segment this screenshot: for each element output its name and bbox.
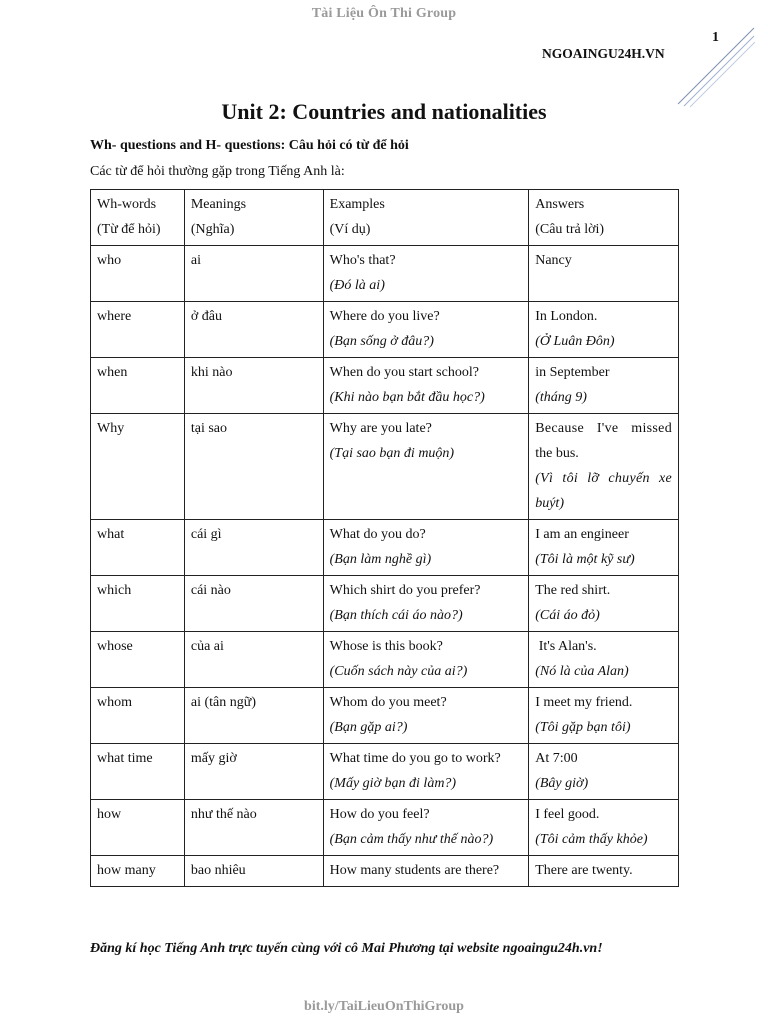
answer-text: The red shirt. [535,583,611,598]
answer-translation: (Tôi là một kỹ sư) [535,552,635,567]
page-title: Unit 2: Countries and nationalities [221,99,547,124]
meaning-cell: như thế nào [184,800,323,856]
answer-cell [529,246,679,302]
answer-cell [529,358,679,414]
answer-cell [529,688,679,744]
answer-text: in September [535,365,610,380]
wh-word-cell: how many [91,856,185,887]
example-text: How do you feel? [329,807,430,822]
answer-cell [529,302,679,358]
answer-text: At 7:00 [535,751,578,766]
site-name: NGOAINGU24H.VN [542,46,665,61]
answer-text: It's Alan's. [535,639,597,654]
example-text: Why are you late? [329,421,432,436]
example-text: Whom do you meet? [329,695,447,710]
example-translation: (Đó là ai) [329,278,385,293]
answer-text: In London. [535,309,598,324]
example-cell [323,800,529,856]
header-label: Wh-words [97,197,157,212]
meaning-cell: cái nào [184,576,323,632]
answer-translation: (tháng 9) [535,390,587,405]
header-label: Answers [535,197,585,212]
answer-translation: (Vì tôi lỡ chuyến xe [535,471,672,486]
answer-text: I meet my friend. [535,695,633,710]
table-row [91,246,679,302]
header-label-vi: (Ví dụ) [329,222,371,237]
meaning-cell: ai (tân ngữ) [184,688,323,744]
answer-translation: (Bây giờ) [535,776,589,791]
wh-word-cell: when [91,358,185,414]
wh-word-cell: whose [91,632,185,688]
meaning-cell: khi nào [184,358,323,414]
answer-text: I am an engineer [535,527,629,542]
table-row [91,688,679,744]
header-label-vi: (Câu trả lời) [535,222,605,237]
example-text: Who's that? [329,253,396,268]
wh-word-cell: whom [91,688,185,744]
answer-text: I feel good. [535,807,600,822]
answer-cell [529,632,679,688]
example-cell [323,520,529,576]
section-subtitle: Wh- questions and H- questions: Câu hỏi có từ để hỏi [90,138,409,153]
example-translation: (Tại sao bạn đi muộn) [329,446,455,461]
example-cell [323,856,529,887]
example-text: Whose is this book? [329,639,443,654]
wh-words-table [90,189,679,887]
answer-cell [529,414,679,520]
wh-word-cell: which [91,576,185,632]
example-text: What do you do? [329,527,426,542]
wh-word-cell: how [91,800,185,856]
footer-url: bit.ly/TaiLieuOnThiGroup [304,999,464,1014]
header-cell-examples [323,190,529,246]
answer-translation: (Tôi cảm thấy khỏe) [535,832,648,847]
corner-decoration-lines [676,26,756,108]
meaning-cell: mấy giờ [184,744,323,800]
answer-text: There are twenty. [535,863,633,878]
header-label: Examples [329,197,385,212]
example-cell [323,414,529,520]
meaning-cell: bao nhiêu [184,856,323,887]
answer-cell [529,576,679,632]
table-row [91,800,679,856]
example-translation: (Bạn sống ở đâu?) [329,334,434,349]
wh-word-cell: who [91,246,185,302]
example-cell [323,688,529,744]
example-cell [323,632,529,688]
answer-text-continued: the bus. [535,446,579,461]
example-translation: (Cuốn sách này của ai?) [329,664,468,679]
answer-cell [529,520,679,576]
answer-cell [529,744,679,800]
meaning-cell: tại sao [184,414,323,520]
meaning-cell: ở đâu [184,302,323,358]
header-cell-meanings [184,190,323,246]
table-row [91,414,679,520]
example-translation: (Bạn thích cái áo nào?) [329,608,463,623]
answer-cell [529,856,679,887]
example-cell [323,744,529,800]
footer-note: Đăng kí học Tiếng Anh trực tuyến cùng với cô Mai Phương tại website ngoaingu24h.vn! [90,941,603,956]
example-cell [323,246,529,302]
example-text: Where do you live? [329,309,440,324]
wh-word-cell: where [91,302,185,358]
example-text: Which shirt do you prefer? [329,583,481,598]
meaning-cell: của ai [184,632,323,688]
table-row [91,632,679,688]
wh-word-cell: what [91,520,185,576]
table-row [91,856,679,887]
example-translation: (Khi nào bạn bắt đầu học?) [329,390,485,405]
example-translation: (Bạn cảm thấy như thế nào?) [329,832,494,847]
page-number: 1 [712,30,719,45]
example-cell [323,358,529,414]
example-text: What time do you go to work? [329,751,501,766]
intro-text: Các từ để hỏi thường gặp trong Tiếng Anh là: [90,164,345,179]
meaning-cell: ai [184,246,323,302]
table-row [91,302,679,358]
example-translation: (Mấy giờ bạn đi làm?) [329,776,457,791]
answer-text: Because I've missed [535,421,672,436]
answer-translation: (Nó là của Alan) [535,664,629,679]
answer-text: Nancy [535,253,572,268]
table-row [91,744,679,800]
answer-translation-continued: buýt) [535,496,564,511]
table-row [91,520,679,576]
wh-word-cell: what time [91,744,185,800]
table-header-row [91,190,679,246]
header-cell-wh-words [91,190,185,246]
answer-cell [529,800,679,856]
example-text: When do you start school? [329,365,479,380]
header-label: Meanings [190,197,247,212]
example-text: How many students are there? [329,863,500,878]
wh-word-cell: Why [91,414,185,520]
header-label-vi: (Nghĩa) [190,222,235,237]
example-cell [323,576,529,632]
answer-translation: (Tôi gặp bạn tôi) [535,720,631,735]
answer-translation: (Cái áo đỏ) [535,608,600,623]
header-cell-answers [529,190,679,246]
header-label-vi: (Từ để hỏi) [97,222,161,237]
table-row [91,576,679,632]
table-row [91,358,679,414]
meaning-cell: cái gì [184,520,323,576]
example-translation: (Bạn gặp ai?) [329,720,408,735]
header-watermark: Tài Liệu Ôn Thi Group [311,6,457,21]
example-cell [323,302,529,358]
answer-translation: (Ở Luân Đôn) [535,334,615,349]
example-translation: (Bạn làm nghề gì) [329,552,432,567]
